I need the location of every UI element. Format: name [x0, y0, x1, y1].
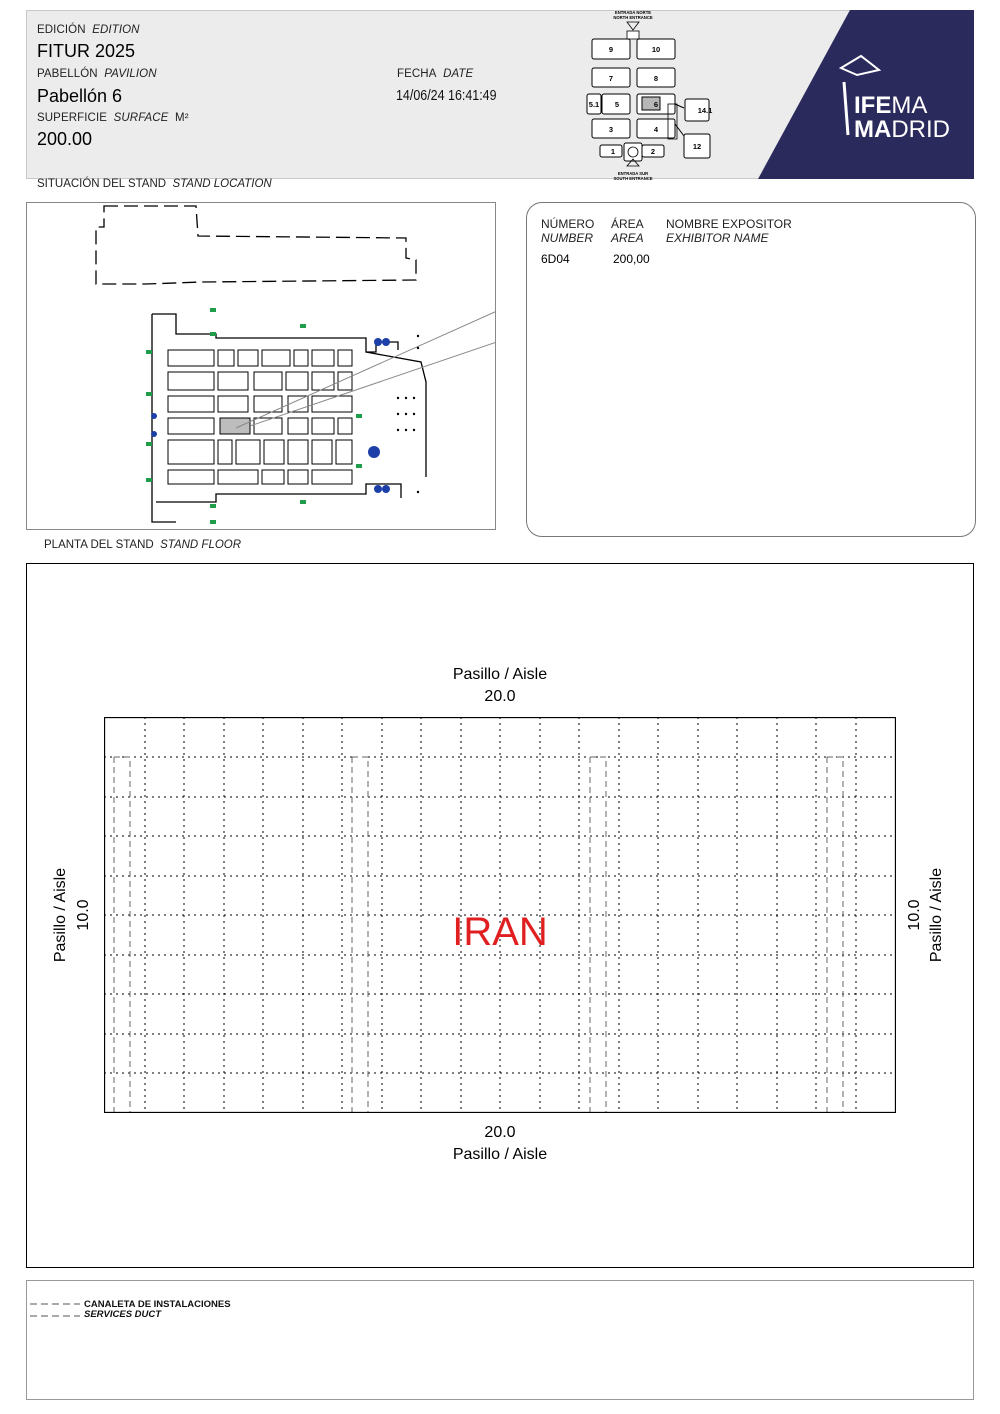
north-arrow-icon: [627, 22, 639, 30]
north-entrance-es: ENTRADA NORTE: [614, 10, 652, 15]
hall-2: 2: [650, 147, 656, 156]
hall-10: 10: [651, 45, 661, 54]
south-entrance-es: ENTRADA SUR: [617, 171, 649, 176]
venue-map: [580, 8, 720, 184]
hall-1: 1: [610, 147, 616, 156]
south-entrance-en: SOUTH ENTRANCE: [613, 176, 653, 181]
pavilion-value: Pabellón 6: [37, 86, 123, 106]
stand-name-label: IRAN: [452, 910, 548, 954]
stand-info-box: [526, 202, 976, 537]
left-aisle-label: Pasillo / Aisle: [52, 867, 69, 963]
stand-number: 6D04: [541, 252, 570, 266]
surface-value: 200.00: [37, 129, 93, 149]
hall-14-1: 14.1: [697, 106, 713, 115]
right-aisle-label: Pasillo / Aisle: [928, 867, 945, 963]
stand-location-title: SITUACIÓN DEL STAND STAND LOCATION: [37, 178, 272, 190]
hall-6: 6: [653, 100, 659, 109]
north-entrance-en: NORTH ENTRANCE: [613, 15, 653, 20]
hall-4: 4: [653, 125, 659, 134]
logo-line2: MADRID: [854, 116, 950, 143]
bottom-aisle-label: Pasillo / Aisle: [452, 1146, 548, 1163]
bottom-dimension: 20.0: [484, 1124, 516, 1141]
left-dimension: 10.0: [75, 899, 92, 931]
stand-highlight: [220, 418, 250, 434]
hall-12: 12: [692, 142, 702, 151]
date-value: 14/06/24 16:41:49: [396, 88, 497, 104]
pavilion-plan: [26, 202, 496, 530]
hall-5: 5: [614, 100, 620, 109]
date-label: FECHA DATE: [397, 68, 474, 80]
col-number-header: NÚMERO NUMBER: [541, 217, 595, 245]
top-aisle-label: Pasillo / Aisle: [452, 666, 548, 683]
stand-floor-title: PLANTA DEL STAND STAND FLOOR: [44, 539, 242, 551]
legend-panel: [26, 1280, 974, 1400]
col-exhibitor-header: NOMBRE EXPOSITOR EXHIBITOR NAME: [666, 217, 792, 245]
logo-line1: IFEMA: [854, 92, 928, 119]
hall-9: 9: [608, 45, 614, 54]
top-dimension: 20.0: [484, 688, 516, 705]
right-dimension: 10.0: [906, 899, 923, 931]
ifema-logo: [758, 10, 974, 179]
pavilion-label: PABELLÓN PAVILION: [37, 68, 157, 80]
col-area-header: ÁREA AREA: [611, 217, 644, 245]
edition-value: FITUR 2025: [37, 41, 136, 61]
edition-label: EDICIÓN EDITION: [37, 24, 140, 36]
hall-8: 8: [653, 74, 659, 83]
duct-legend-text: CANALETA DE INSTALACIONES SERVICES DUCT: [84, 1299, 231, 1320]
hall-5-1: 5.1: [588, 100, 600, 109]
hall-7: 7: [608, 74, 614, 83]
surface-label: SUPERFICIE SURFACE M²: [37, 112, 189, 124]
stand-area: 200,00: [613, 252, 650, 266]
hall-3: 3: [608, 125, 614, 134]
duct-legend-icon: [30, 1300, 82, 1322]
